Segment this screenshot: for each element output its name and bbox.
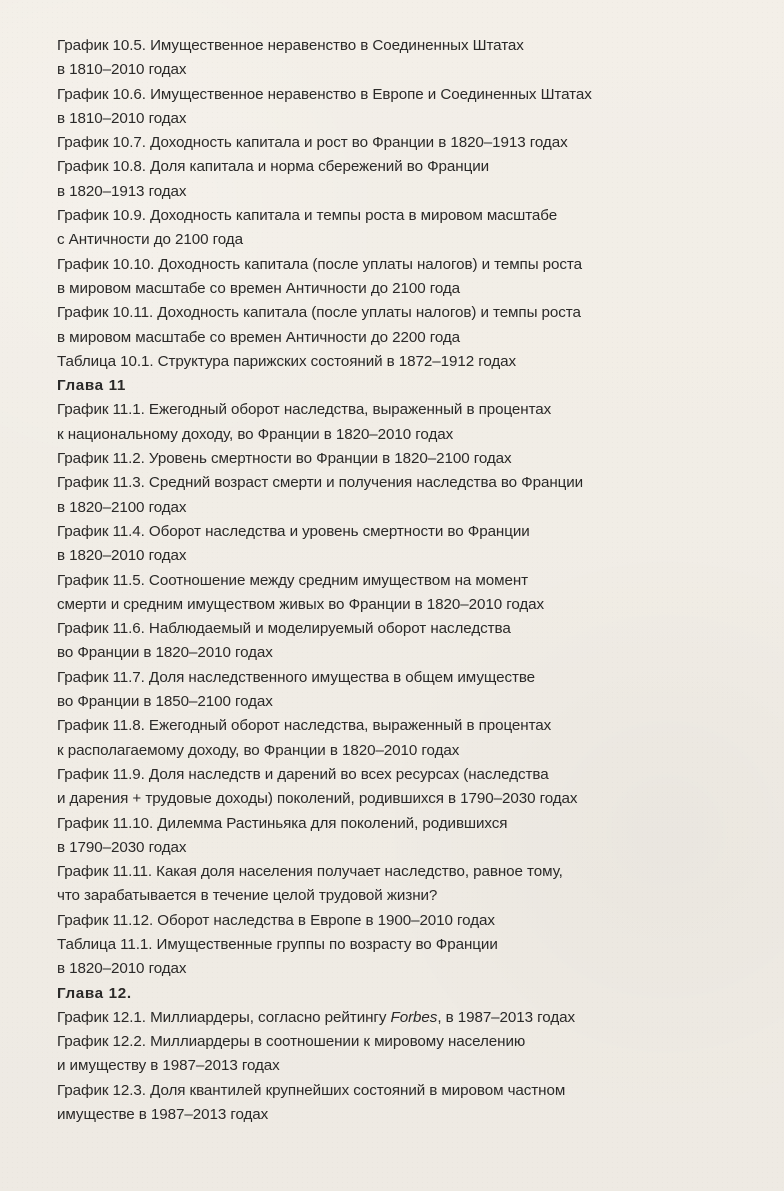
toc-line: График 11.12. Оборот наследства в Европе в 1900–2010 годах xyxy=(57,911,495,929)
toc-line: и имуществу в 1987–2013 годах xyxy=(57,1057,280,1075)
toc-line: в 1820–2100 годах xyxy=(57,498,187,516)
chapter-heading: Глава 12. xyxy=(57,984,132,1002)
toc-line: График 11.4. Оборот наследства и уровень смертности во Франции xyxy=(57,522,530,540)
toc-line: Таблица 11.1. Имущественные группы по возрасту во Франции xyxy=(57,935,498,953)
toc-line: График 11.6. Наблюдаемый и моделируемый оборот наследства xyxy=(57,620,511,638)
toc-line: в мировом масштабе со времен Античности до 2200 года xyxy=(57,328,461,346)
toc-line: смерти и средним имуществом живых во Франции в 1820–2010 годах xyxy=(57,595,545,613)
toc-line: в 1820–1913 годах xyxy=(57,182,187,200)
toc-line: в 1790–2030 годах xyxy=(57,838,187,856)
toc-line: График 11.3. Средний возраст смерти и получения наследства во Франции xyxy=(57,474,584,492)
chapter-heading: Глава 11 xyxy=(57,377,127,395)
toc-line: График 12.2. Миллиардеры в соотношении к мировому населению xyxy=(57,1033,526,1051)
toc-line: График 12.3. Доля квантилей крупнейших состояний в мировом частном xyxy=(57,1081,566,1099)
toc-line-forbes xyxy=(57,1006,764,1030)
toc-line: в мировом масштабе со времен Античности до 2100 года xyxy=(57,279,461,297)
toc-line: График 11.2. Уровень смертности во Франции в 1820–2100 годах xyxy=(57,450,512,468)
toc-line: График 10.5. Имущественное неравенство в Соединенных Штатах xyxy=(57,37,524,54)
toc-line: График 10.8. Доля капитала и норма сбережений во Франции xyxy=(57,158,490,176)
toc-line: График 10.10. Доходность капитала (после уплаты налогов) и темпы роста xyxy=(57,255,582,273)
toc-line: в 1810–2010 годах xyxy=(57,109,187,127)
toc-line: График 10.6. Имущественное неравенство в Европе и Соединенных Штатах xyxy=(57,85,592,103)
toc-line: График 11.11. Какая доля населения получает наследство, равное тому, xyxy=(57,863,563,881)
toc-line: График 10.9. Доходность капитала и темпы роста в мировом масштабе xyxy=(57,207,558,225)
toc-line-suffix: , в 1987–2013 годах xyxy=(437,1008,575,1026)
toc-line: во Франции в 1820–2010 годах xyxy=(57,644,273,662)
toc-line: График 11.5. Соотношение между средним имуществом на момент xyxy=(57,571,529,589)
toc-line: и дарения + трудовые доходы) поколений, родившихся в 1790–2030 годах xyxy=(57,790,578,808)
toc-line: в 1820–2010 годах xyxy=(57,547,187,565)
toc-line: График 11.10. Дилемма Растиньяка для поколений, родившихся xyxy=(57,814,508,832)
toc-line: с Античности до 2100 года xyxy=(57,231,243,249)
toc-line: в 1820–2010 годах xyxy=(57,960,187,978)
toc-line: в 1810–2010 годах xyxy=(57,61,187,79)
toc-line: во Франции в 1850–2100 годах xyxy=(57,693,273,711)
forbes-title: Forbes xyxy=(390,1008,438,1026)
toc-line: График 11.1. Ежегодный оборот наследства, выраженный в процентах xyxy=(57,401,552,419)
toc-line: График 11.9. Доля наследств и дарений во всех ресурсах (наследства xyxy=(57,765,549,783)
toc-line: к располагаемому доходу, во Франции в 1820–2010 годах xyxy=(57,741,460,759)
toc-line: что зарабатывается в течение целой трудовой жизни? xyxy=(57,887,438,905)
toc-line: к национальному доходу, во Франции в 1820–2010 годах xyxy=(57,425,454,443)
table-of-contents-list xyxy=(57,34,764,1127)
toc-line: Таблица 10.1. Структура парижских состояний в 1872–1912 годах xyxy=(57,352,517,370)
toc-line: График 10.7. Доходность капитала и рост во Франции в 1820–1913 годах xyxy=(57,134,568,152)
toc-line: График 11.7. Доля наследственного имущества в общем имуществе xyxy=(57,668,536,686)
toc-line: имуществе в 1987–2013 годах xyxy=(57,1106,269,1124)
toc-line-prefix: График 12.1. Миллиардеры, согласно рейтингу xyxy=(57,1008,391,1026)
toc-line: График 11.8. Ежегодный оборот наследства, выраженный в процентах xyxy=(57,717,552,735)
toc-line: График 10.11. Доходность капитала (после уплаты налогов) и темпы роста xyxy=(57,304,581,322)
